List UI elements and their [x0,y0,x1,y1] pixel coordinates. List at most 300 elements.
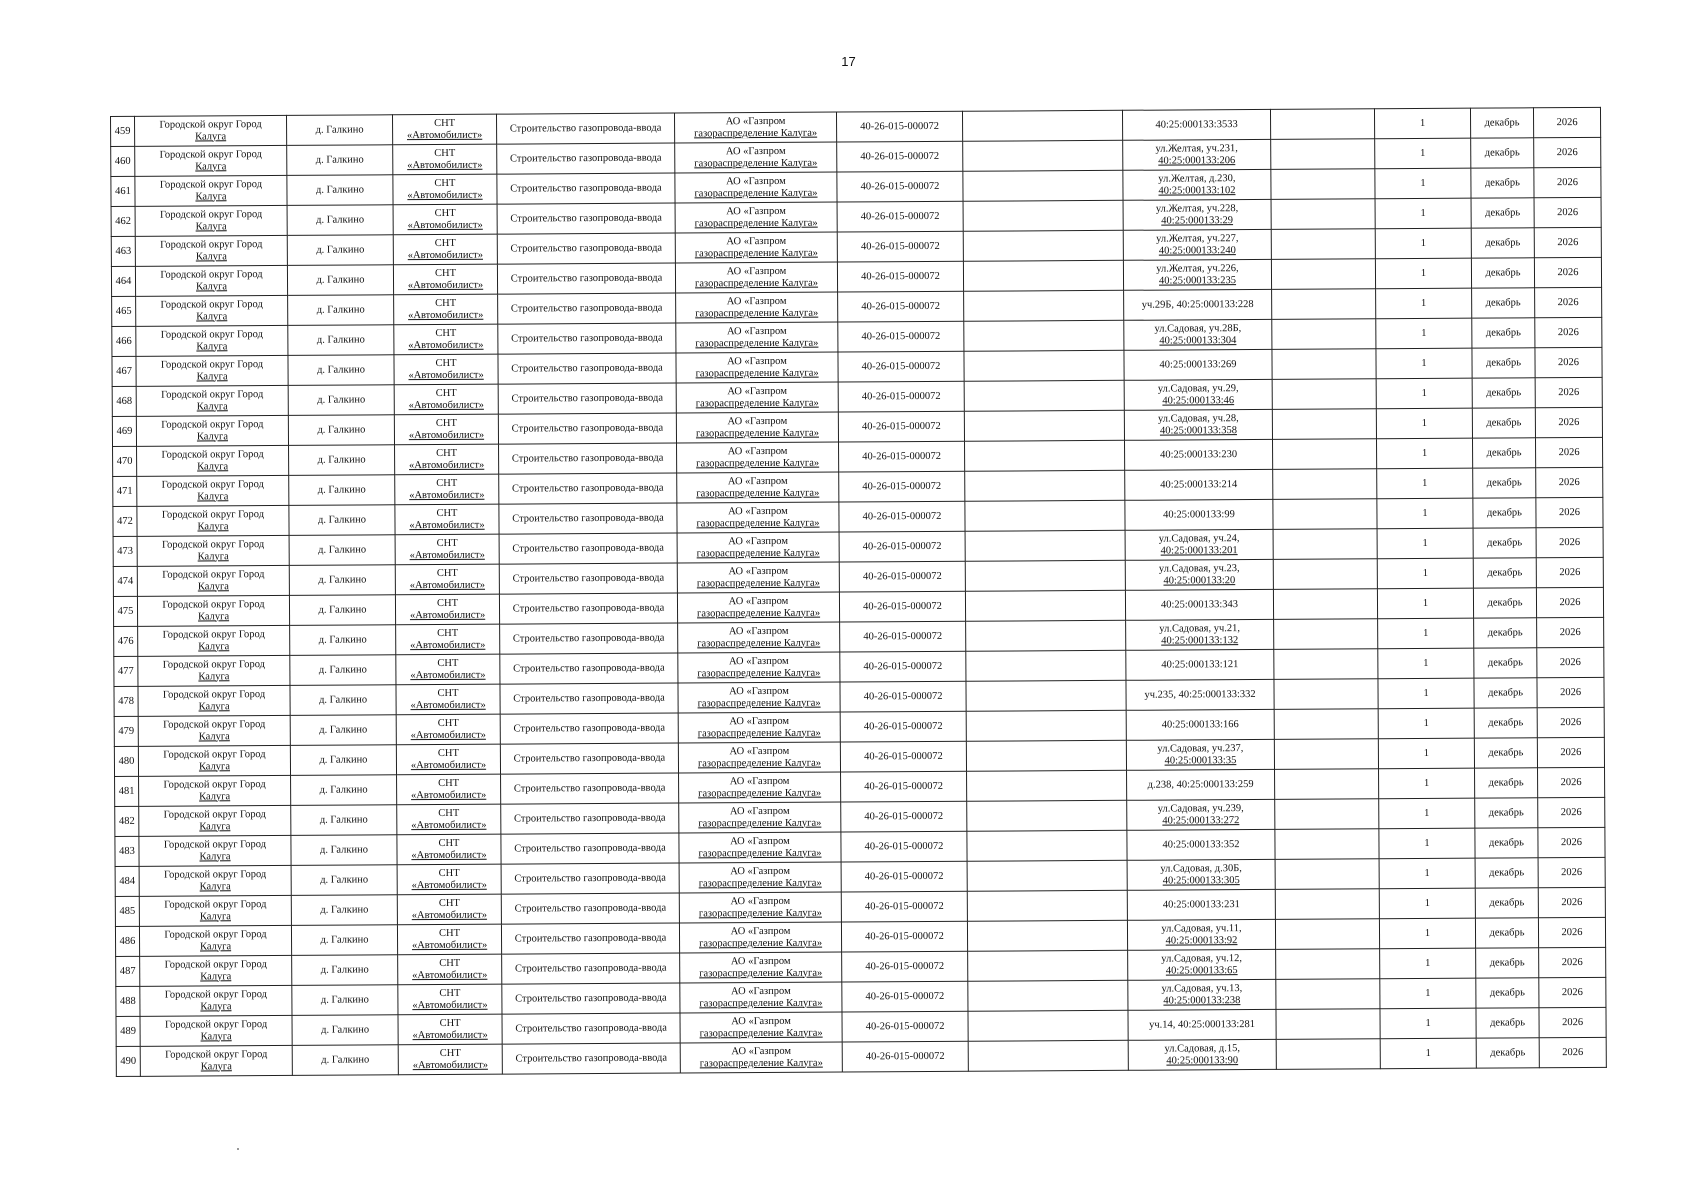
organization-cell-line: газораспределение Калуга» [696,487,820,499]
organization-cell-line: газораспределение Калуга» [694,157,818,169]
object-code-cell: 40-26-015-000072 [839,591,965,622]
work-type-cell: Строительство газопровода-ввода [499,563,677,594]
address-cell-line: ул.Садовая, уч.11, [1161,923,1242,935]
organization-cell [675,202,837,233]
address-cell-line: ул.Садовая, уч.13, [1161,983,1243,995]
address-cell [1127,769,1275,800]
quantity-cell: 1 [1376,318,1472,349]
quantity-cell: 1 [1377,588,1473,619]
quantity-cell: 1 [1379,858,1475,889]
organization-cell [680,1042,842,1073]
quantity-cell: 1 [1375,168,1471,199]
district-cell [140,955,292,986]
settlement-cell [396,624,500,655]
address-cell-line: 40:25:000133:99 [1163,508,1235,521]
settlement-cell [394,354,498,385]
organization-cell-line: газораспределение Калуга» [694,247,818,259]
district-cell-line: Городской округ Город [163,869,267,881]
locality-cell: д. Галкино [289,565,395,596]
month-cell: декабрь [1472,288,1535,318]
organization-cell-line: АО «Газпром [726,175,786,188]
organization-cell-line: АО «Газпром [729,805,790,818]
locality-cell: д. Галкино [290,685,396,716]
settlement-cell-line: «Автомобилист» [412,999,488,1011]
row-number: 464 [111,266,135,296]
month-cell: декабрь [1471,168,1534,198]
district-cell-line: Городской округ Город [163,719,266,731]
registry-sheet [110,107,1606,1077]
address-cell [1127,829,1275,860]
work-type-cell: Строительство газопровода-ввода [499,533,677,564]
settlement-cell [393,174,497,205]
district-cell-line: Городской округ Город [159,179,263,191]
month-cell: декабрь [1476,978,1539,1008]
district-cell-line: Городской округ Город [162,659,266,671]
empty-cell [1275,769,1379,800]
settlement-cell-line: «Автомобилист» [412,969,488,981]
quantity-cell: 1 [1375,138,1471,169]
address-cell [1127,799,1275,830]
year-cell: 2026 [1538,827,1605,857]
row-number: 460 [111,146,135,176]
empty-cell [967,770,1127,801]
month-cell: декабрь [1474,708,1537,738]
district-cell [135,205,287,236]
empty-cell [1273,589,1377,620]
quantity-cell: 1 [1378,648,1474,679]
organization-cell [677,532,839,563]
district-cell [137,595,289,626]
quantity-cell: 1 [1375,198,1471,229]
object-code-cell: 40-26-015-000072 [841,921,967,952]
address-cell [1127,889,1275,920]
district-cell-line: Калуга [199,940,232,952]
settlement-cell-line: «Автомобилист» [409,549,485,561]
settlement-cell-line: «Автомобилист» [409,519,485,531]
locality-cell: д. Галкино [287,265,393,296]
address-cell-line: 40:25:000133:238 [1163,994,1241,1007]
empty-cell [964,290,1124,321]
month-cell: декабрь [1471,228,1534,258]
year-cell: 2026 [1534,197,1601,227]
organization-cell-line: газораспределение Калуга» [697,727,821,739]
quantity-cell: 1 [1378,738,1474,769]
address-cell [1126,619,1274,650]
address-cell-line: 40:25:000133:230 [1160,448,1238,461]
month-cell: декабрь [1472,408,1535,438]
settlement-cell-line: СНТ [439,957,461,970]
address-cell-line: 40:25:000133:102 [1158,184,1236,197]
settlement-cell [393,234,497,265]
settlement-cell-line: СНТ [435,387,457,400]
address-cell [1124,409,1272,440]
address-cell-line: 40:25:000133:235 [1158,274,1237,287]
quantity-cell: 1 [1379,798,1475,829]
year-cell: 2026 [1537,737,1604,767]
district-cell [135,235,287,266]
settlement-cell-line: «Автомобилист» [407,159,483,171]
empty-cell [1275,919,1379,950]
year-cell: 2026 [1536,497,1603,527]
settlement-cell [397,864,501,895]
district-cell [139,805,291,836]
quantity-cell: 1 [1377,498,1473,529]
row-number: 478 [114,686,138,716]
district-cell [138,655,290,686]
settlement-cell-line: СНТ [436,537,458,550]
object-code-cell: 40-26-015-000072 [842,1041,968,1072]
organization-cell-line: АО «Газпром [726,295,787,308]
district-cell [138,715,290,746]
empty-cell [964,410,1124,441]
settlement-cell [397,804,501,835]
quantity-cell: 1 [1376,438,1472,469]
settlement-cell-line: «Автомобилист» [408,429,485,441]
month-cell: декабрь [1473,558,1536,588]
organization-cell [678,652,840,683]
organization-cell [675,142,837,173]
district-cell-line: Калуга [199,850,231,862]
address-cell-line: уч.29Б, 40:25:000133:228 [1141,298,1254,311]
empty-cell [968,1010,1128,1041]
organization-cell-line: газораспределение Калуга» [697,607,821,619]
organization-cell-line: АО «Газпром [726,205,786,218]
organization-cell [676,352,838,383]
organization-cell [678,742,840,773]
organization-cell [680,952,842,983]
settlement-cell-line: СНТ [439,1017,461,1030]
settlement-cell-line: «Автомобилист» [410,789,487,801]
organization-cell-line: газораспределение Калуга» [695,337,819,349]
page-number: 17 [841,54,856,69]
quantity-cell: 1 [1374,108,1470,139]
district-cell-line: Калуга [197,460,229,472]
empty-cell [1271,259,1375,290]
address-cell [1128,979,1276,1010]
district-cell-line: Калуга [195,220,227,232]
object-code-cell: 40-26-015-000072 [838,411,964,442]
address-cell-line: 40:25:000133:29 [1161,214,1234,227]
locality-cell: д. Галкино [291,775,397,806]
district-cell [135,145,287,176]
empty-cell [965,470,1125,501]
settlement-cell [394,324,498,355]
district-cell-line: Калуга [197,520,229,532]
locality-cell: д. Галкино [287,175,393,206]
object-code-cell: 40-26-015-000072 [840,621,966,652]
organization-cell [677,592,839,623]
month-cell: декабрь [1472,378,1535,408]
month-cell: декабрь [1474,738,1537,768]
row-number: 479 [114,716,138,746]
row-number: 488 [116,986,140,1016]
address-cell-line: ул.Садовая, уч.28, [1157,413,1239,425]
address-cell [1123,229,1271,260]
organization-cell [679,892,841,923]
object-code-cell: 40-26-015-000072 [840,651,966,682]
quantity-cell: 1 [1378,618,1474,649]
registry-body [111,107,1607,1076]
work-type-cell: Строительство газопровода-ввода [500,713,678,744]
address-cell [1124,349,1272,380]
row-number: 487 [116,956,140,986]
organization-cell-line: АО «Газпром [728,505,788,518]
address-cell-line: 40:25:000133:240 [1158,244,1236,257]
organization-cell-line: АО «Газпром [730,985,791,998]
address-cell-line: 40:25:000133:90 [1166,1054,1239,1067]
address-cell-line: 40:25:000133:358 [1159,424,1237,437]
address-cell-line: 40:25:000133:201 [1160,544,1238,557]
month-cell: декабрь [1470,108,1533,138]
district-cell-line: Калуга [198,640,230,652]
address-cell [1123,259,1271,290]
locality-cell: д. Галкино [290,745,396,776]
locality-cell: д. Галкино [290,655,396,686]
organization-cell-line: АО «Газпром [729,685,789,698]
work-type-cell: Строительство газопровода-ввода [499,593,677,624]
organization-cell-line: АО «Газпром [730,865,791,878]
district-cell-line: Калуга [195,280,228,292]
organization-cell-line: газораспределение Калуга» [697,637,821,649]
year-cell: 2026 [1534,257,1601,287]
settlement-cell [395,594,499,625]
locality-cell: д. Галкино [291,865,397,896]
organization-cell-line: АО «Газпром [728,595,789,608]
organization-cell [677,442,839,473]
district-cell-line: Калуга [199,910,231,922]
settlement-cell-line: СНТ [439,987,461,1000]
object-code-cell: 40-26-015-000072 [841,771,967,802]
object-code-cell: 40-26-015-000072 [838,381,964,412]
organization-cell [676,322,838,353]
organization-cell-line: газораспределение Калуга» [696,517,820,529]
district-cell-line: Городской округ Город [163,749,266,761]
address-cell [1126,739,1274,770]
empty-cell [968,950,1128,981]
district-cell [136,325,288,356]
district-cell-line: Калуга [195,250,227,262]
settlement-cell-line: СНТ [437,657,459,670]
empty-cell [1272,439,1376,470]
address-cell [1123,169,1271,200]
organization-cell-line: АО «Газпром [726,325,787,338]
district-cell-line: Городской округ Город [164,1019,268,1031]
quantity-cell: 1 [1379,918,1475,949]
month-cell: декабрь [1475,768,1538,798]
settlement-cell-line: СНТ [436,477,458,490]
locality-cell: д. Галкино [289,445,395,476]
organization-cell-line: газораспределение Калуга» [695,427,819,439]
settlement-cell-line: СНТ [437,687,459,700]
empty-cell [965,560,1125,591]
address-cell-line: ул.Желтая, уч.227, [1156,233,1239,245]
month-cell: декабрь [1475,828,1538,858]
settlement-cell-line: «Автомобилист» [410,639,486,651]
empty-cell [1274,709,1378,740]
district-cell-line: Городской округ Город [160,269,263,281]
address-cell-line: ул.Садовая, уч.21, [1159,623,1241,635]
row-number: 468 [112,386,136,416]
locality-cell: д. Галкино [287,205,393,236]
district-cell-line: Калуга [195,190,227,202]
district-cell [140,1045,292,1076]
organization-cell-line: газораспределение Калуга» [697,757,822,769]
work-type-cell: Строительство газопровода-ввода [500,623,678,654]
work-type-cell: Строительство газопровода-ввода [500,653,678,684]
month-cell: декабрь [1476,948,1539,978]
district-cell-line: Калуга [196,340,228,352]
object-code-cell: 40-26-015-000072 [840,681,966,712]
district-cell-line: Калуга [198,730,230,742]
empty-cell [965,500,1125,531]
settlement-cell [395,474,499,505]
district-cell-line: Городской округ Город [160,329,263,341]
organization-cell-line: газораспределение Калуга» [698,847,822,859]
address-cell-line: 40:25:000133:132 [1161,634,1239,647]
address-cell-line: ул.Желтая, д.230, [1158,173,1236,185]
address-cell-line: ул.Садовая, уч.29, [1157,383,1239,395]
district-cell-line: Городской округ Город [161,509,265,521]
quantity-cell: 1 [1380,978,1476,1009]
district-cell-line: Калуга [200,970,232,982]
address-cell [1125,589,1273,620]
organization-cell-line: АО «Газпром [728,565,789,578]
district-cell [139,865,291,896]
district-cell-line: Калуга [196,310,228,322]
district-cell-line: Калуга [195,160,227,172]
settlement-cell [396,684,500,715]
settlement-cell-line: СНТ [438,807,460,820]
month-cell: декабрь [1476,1038,1539,1068]
district-cell [140,1015,292,1046]
row-number: 477 [114,656,138,686]
object-code-cell: 40-26-015-000072 [841,801,967,832]
object-code-cell: 40-26-015-000072 [836,111,962,142]
month-cell: декабрь [1471,258,1534,288]
empty-cell [967,830,1127,861]
organization-cell [677,472,839,503]
district-cell [139,775,291,806]
quantity-cell: 1 [1376,348,1472,379]
address-cell-line: 40:25:000133:35 [1164,754,1237,767]
empty-cell [968,980,1128,1011]
registry-table [110,107,1607,1077]
settlement-cell-line: «Автомобилист» [411,879,487,891]
row-number: 466 [112,326,136,356]
district-cell-line: Городской округ Город [161,539,265,551]
year-cell: 2026 [1539,977,1606,1007]
row-number: 490 [116,1046,140,1076]
district-cell-line: Калуга [196,430,229,442]
settlement-cell-line: «Автомобилист» [408,369,484,381]
organization-cell [679,772,841,803]
settlement-cell-line: СНТ [438,897,460,910]
address-cell [1125,469,1273,500]
organization-cell-line: АО «Газпром [730,925,791,938]
organization-cell-line: АО «Газпром [730,895,791,908]
object-code-cell: 40-26-015-000072 [837,171,963,202]
object-code-cell: 40-26-015-000072 [839,441,965,472]
quantity-cell: 1 [1377,468,1473,499]
district-cell [135,265,287,296]
organization-cell [680,1012,842,1043]
settlement-cell-line: СНТ [438,927,461,940]
settlement-cell-line: «Автомобилист» [411,849,487,861]
object-code-cell: 40-26-015-000072 [840,741,966,772]
address-cell-line: ул.Садовая, уч.12, [1161,953,1243,965]
settlement-cell-line: СНТ [436,447,458,460]
object-code-cell: 40-26-015-000072 [842,1011,968,1042]
object-code-cell: 40-26-015-000072 [837,231,963,262]
empty-cell [1274,679,1378,710]
settlement-cell-line: СНТ [434,147,456,160]
empty-cell [1271,139,1375,170]
row-number: 459 [111,116,135,146]
work-type-cell: Строительство газопровода-ввода [498,413,676,444]
settlement-cell [393,144,497,175]
empty-cell [966,740,1126,771]
empty-cell [967,920,1127,951]
year-cell: 2026 [1534,227,1601,257]
settlement-cell-line: СНТ [438,777,460,790]
settlement-cell-line: СНТ [436,597,459,610]
district-cell-line: Калуга [197,490,229,502]
locality-cell: д. Галкино [289,475,395,506]
district-cell-line: Городской округ Город [163,809,266,821]
district-cell-line: Калуга [197,550,229,562]
settlement-cell-line: СНТ [438,867,460,880]
work-type-cell: Строительство газопровода-ввода [499,473,677,504]
empty-cell [963,230,1123,261]
year-cell: 2026 [1538,797,1605,827]
district-cell [139,925,291,956]
empty-cell [1274,619,1378,650]
object-code-cell: 40-26-015-000072 [840,711,966,742]
settlement-cell-line: «Автомобилист» [409,609,486,621]
address-cell [1125,439,1273,470]
empty-cell [964,320,1124,351]
settlement-cell-line: «Автомобилист» [409,489,485,501]
object-code-cell: 40-26-015-000072 [841,831,967,862]
empty-cell [967,860,1127,891]
organization-cell [675,172,837,203]
row-number: 473 [113,536,137,566]
organization-cell [676,412,838,443]
organization-cell [678,622,840,653]
quantity-cell: 1 [1378,678,1474,709]
address-cell [1128,1039,1276,1070]
district-cell-line: Городской округ Город [162,629,265,641]
locality-cell: д. Галкино [288,325,394,356]
settlement-cell [397,894,501,925]
month-cell: декабрь [1475,888,1538,918]
year-cell: 2026 [1536,557,1603,587]
organization-cell-line: газораспределение Калуга» [698,907,822,919]
address-cell-line: 40:25:000133:214 [1160,478,1238,491]
address-cell [1126,679,1274,710]
district-cell-line: Калуга [196,400,228,412]
month-cell: декабрь [1472,348,1535,378]
organization-cell-line: газораспределение Калуга» [699,1027,823,1039]
work-type-cell: Строительство газопровода-ввода [499,503,677,534]
settlement-cell-line: «Автомобилист» [411,909,488,921]
empty-cell [968,1040,1128,1071]
locality-cell: д. Галкино [289,595,395,626]
district-cell-line: Калуга [197,580,229,592]
organization-cell-line: АО «Газпром [725,145,786,158]
work-type-cell: Строительство газопровода-ввода [502,1043,680,1074]
settlement-cell-line: «Автомобилист» [410,699,486,711]
